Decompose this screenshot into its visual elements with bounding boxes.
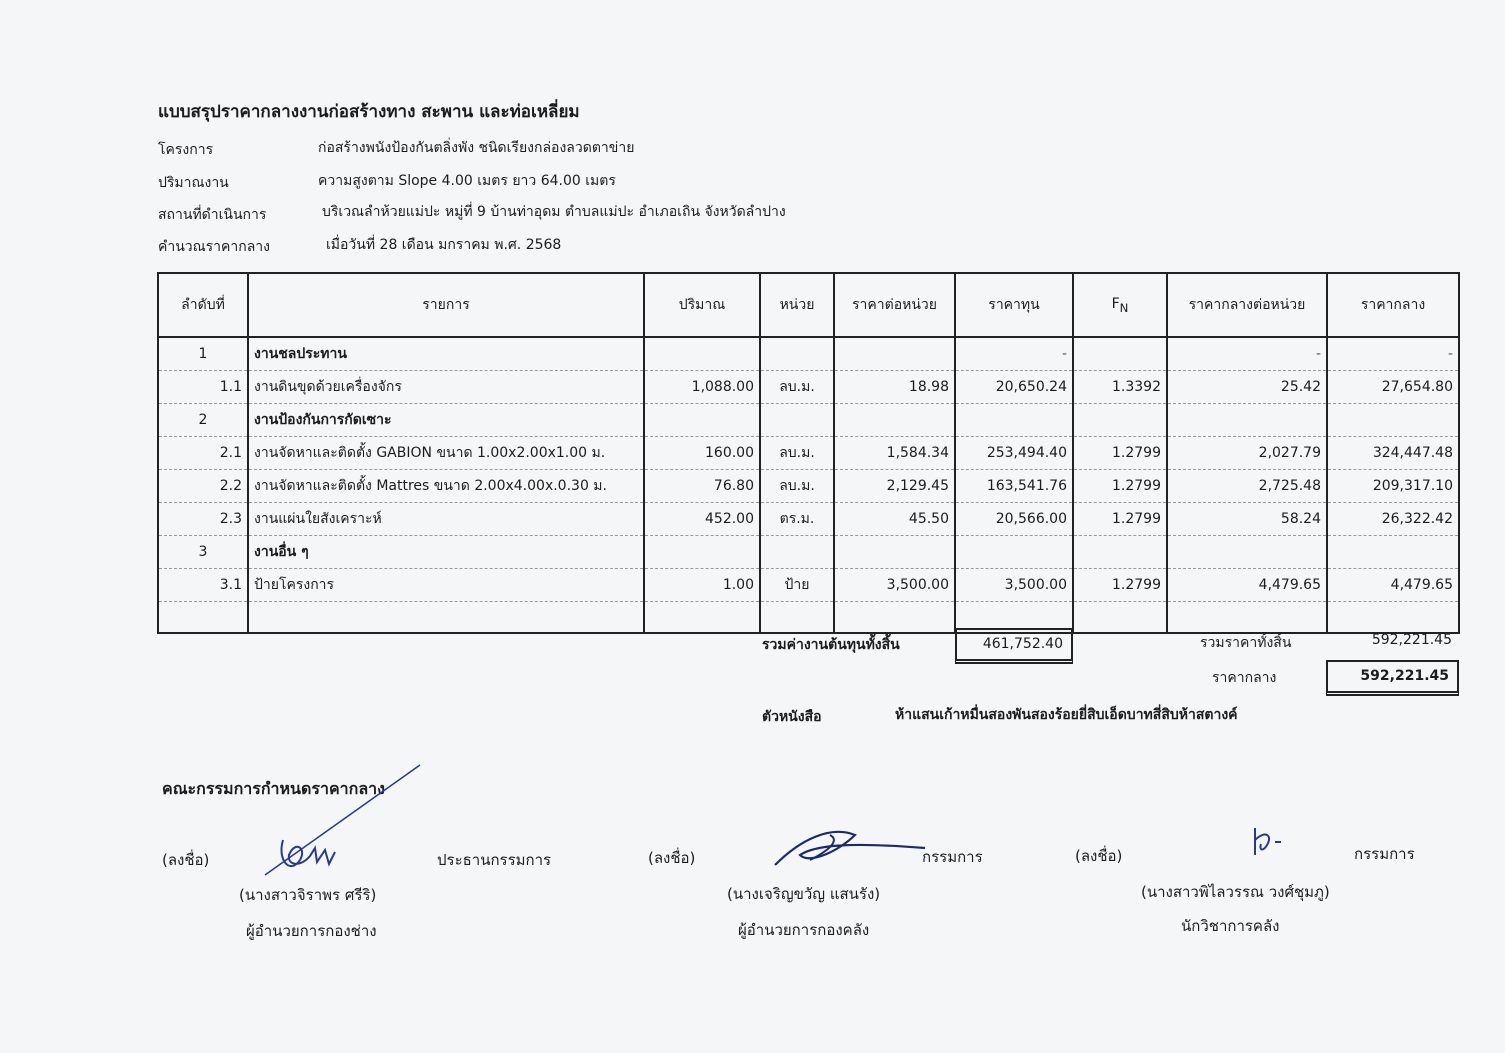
cell-unit-price bbox=[834, 404, 955, 437]
cell-median-price: 4,479.65 bbox=[1327, 569, 1459, 602]
cell-no: 1.1 bbox=[158, 371, 248, 404]
cell-fn: 1.2799 bbox=[1073, 569, 1167, 602]
cell-median-price bbox=[1327, 536, 1459, 569]
cell-fn bbox=[1073, 337, 1167, 371]
cell-fn: 1.3392 bbox=[1073, 371, 1167, 404]
cell-median-unit-price: 25.42 bbox=[1167, 371, 1327, 404]
cell-unit-price: 45.50 bbox=[834, 503, 955, 536]
member-2-position: ผู้อำนวยการกองคลัง bbox=[738, 921, 870, 939]
cell-quantity bbox=[644, 404, 760, 437]
committee-heading: คณะกรรมการกำหนดราคากลาง bbox=[162, 779, 385, 798]
location-value: บริเวณลำห้วยแม่ปะ หมู่ที่ 9 บ้านท่าอุดม ตำบลแม่ปะ อำเภอเถิน จังหวัดลำปาง bbox=[322, 204, 786, 220]
cell-fn: 1.2799 bbox=[1073, 470, 1167, 503]
header-unit-price: ราคาต่อหน่วย bbox=[834, 273, 955, 337]
cell-cost bbox=[955, 404, 1073, 437]
table-row bbox=[158, 371, 1459, 404]
table-row bbox=[158, 503, 1459, 536]
document-title: แบบสรุปราคากลางงานก่อสร้างทาง สะพาน และท่อเหลี่ยม bbox=[158, 102, 580, 122]
cell-cost: 20,650.24 bbox=[955, 371, 1073, 404]
signature-2 bbox=[770, 820, 930, 875]
cell-fn bbox=[1073, 404, 1167, 437]
calc-date-value: เมื่อวันที่ 28 เดือน มกราคม พ.ศ. 2568 bbox=[326, 237, 562, 253]
quantity-value: ความสูงตาม Slope 4.00 เมตร ยาว 64.00 เมตร bbox=[318, 173, 616, 189]
table-filler-row bbox=[158, 602, 1459, 634]
cell-median-unit-price: - bbox=[1167, 337, 1327, 371]
total-sum-value: 592,221.45 bbox=[1371, 632, 1452, 648]
header-median-price: ราคากลาง bbox=[1327, 273, 1459, 337]
median-price-value: 592,221.45 bbox=[1326, 660, 1459, 696]
signature-1 bbox=[255, 760, 430, 880]
cell-fn: 1.2799 bbox=[1073, 503, 1167, 536]
cell-quantity: 1,088.00 bbox=[644, 371, 760, 404]
cell-median-unit-price bbox=[1167, 536, 1327, 569]
table-header-row bbox=[158, 273, 1459, 337]
cell-no: 2 bbox=[158, 404, 248, 437]
quantity-label: ปริมาณงาน bbox=[158, 175, 229, 191]
cell-no: 2.1 bbox=[158, 437, 248, 470]
cell-unit: ป้าย bbox=[760, 569, 834, 602]
header-no: ลำดับที่ bbox=[158, 273, 248, 337]
cell-unit-price bbox=[834, 337, 955, 371]
calc-date-label: คำนวณราคากลาง bbox=[158, 239, 271, 255]
cell-description: งานดินขุดด้วยเครื่องจักร bbox=[248, 371, 644, 404]
cell-cost: 3,500.00 bbox=[955, 569, 1073, 602]
cell-description: งานจัดหาและติดตั้ง GABION ขนาด 1.00x2.00x1.00 ม. bbox=[248, 437, 644, 470]
cell-description: งานป้องกันการกัดเซาะ bbox=[248, 404, 644, 437]
sign-prefix-3: (ลงชื่อ) bbox=[1075, 847, 1123, 865]
cell-no: 1 bbox=[158, 337, 248, 371]
cell-unit: ลบ.ม. bbox=[760, 371, 834, 404]
cell-unit-price: 3,500.00 bbox=[834, 569, 955, 602]
median-price-label: ราคากลาง bbox=[1212, 670, 1277, 686]
amount-in-words-label: ตัวหนังสือ bbox=[762, 709, 822, 725]
header-median-unit-price: ราคากลางต่อหน่วย bbox=[1167, 273, 1327, 337]
cell-median-price: 324,447.48 bbox=[1327, 437, 1459, 470]
cell-no: 3 bbox=[158, 536, 248, 569]
cell-no: 2.3 bbox=[158, 503, 248, 536]
header-description: รายการ bbox=[248, 273, 644, 337]
total-sum-label: รวมราคาทั้งสิ้น bbox=[1200, 635, 1292, 651]
cell-median-price: 209,317.10 bbox=[1327, 470, 1459, 503]
project-label: โครงการ bbox=[158, 142, 214, 158]
cell-cost: - bbox=[955, 337, 1073, 371]
table-row bbox=[158, 404, 1459, 437]
cell-unit-price: 18.98 bbox=[834, 371, 955, 404]
member-2-role: กรรมการ bbox=[922, 848, 983, 866]
cell-unit bbox=[760, 404, 834, 437]
cell-description: งานจัดหาและติดตั้ง Mattres ขนาด 2.00x4.00x.0.30 ม. bbox=[248, 470, 644, 503]
cell-unit bbox=[760, 536, 834, 569]
signature-3 bbox=[1245, 820, 1290, 865]
cell-quantity: 160.00 bbox=[644, 437, 760, 470]
total-cost-label: รวมค่างานต้นทุนทั้งสิ้น bbox=[762, 637, 900, 653]
cell-description: งานอื่น ๆ bbox=[248, 536, 644, 569]
header-fn bbox=[1073, 273, 1167, 337]
cell-cost: 20,566.00 bbox=[955, 503, 1073, 536]
cell-median-unit-price bbox=[1167, 404, 1327, 437]
cell-median-price: 27,654.80 bbox=[1327, 371, 1459, 404]
cell-median-price bbox=[1327, 404, 1459, 437]
cell-unit-price bbox=[834, 536, 955, 569]
cell-cost: 253,494.40 bbox=[955, 437, 1073, 470]
header-cost: ราคาทุน bbox=[955, 273, 1073, 337]
cell-median-unit-price: 4,479.65 bbox=[1167, 569, 1327, 602]
cell-no: 2.2 bbox=[158, 470, 248, 503]
location-label: สถานที่ดำเนินการ bbox=[158, 207, 267, 223]
cell-description: งานแผ่นใยสังเคราะห์ bbox=[248, 503, 644, 536]
cell-quantity: 452.00 bbox=[644, 503, 760, 536]
cell-description: ป้ายโครงการ bbox=[248, 569, 644, 602]
member-3-role: กรรมการ bbox=[1354, 845, 1415, 863]
cell-cost: 163,541.76 bbox=[955, 470, 1073, 503]
cell-unit bbox=[760, 337, 834, 371]
member-3-name: (นางสาวพิไลวรรณ วงศ์ชุมภู) bbox=[1141, 883, 1330, 901]
table-row bbox=[158, 536, 1459, 569]
table-row bbox=[158, 569, 1459, 602]
table-row bbox=[158, 470, 1459, 503]
member-1-role: ประธานกรรมการ bbox=[437, 851, 552, 869]
member-1-name: (นางสาวจิราพร ศรีริ) bbox=[239, 886, 377, 904]
price-summary-table bbox=[157, 272, 1460, 634]
cell-fn: 1.2799 bbox=[1073, 437, 1167, 470]
header-quantity: ปริมาณ bbox=[644, 273, 760, 337]
cell-unit-price: 2,129.45 bbox=[834, 470, 955, 503]
cell-quantity: 76.80 bbox=[644, 470, 760, 503]
project-value: ก่อสร้างพนังป้องกันตลิ่งพัง ชนิดเรียงกล่องลวดตาข่าย bbox=[318, 140, 635, 156]
member-3-position: นักวิชาการคลัง bbox=[1181, 917, 1280, 935]
cell-fn bbox=[1073, 536, 1167, 569]
cell-median-unit-price: 2,725.48 bbox=[1167, 470, 1327, 503]
cell-median-price: 26,322.42 bbox=[1327, 503, 1459, 536]
table-row bbox=[158, 437, 1459, 470]
header-unit: หน่วย bbox=[760, 273, 834, 337]
cell-cost bbox=[955, 536, 1073, 569]
sign-prefix-1: (ลงชื่อ) bbox=[162, 851, 210, 869]
cell-unit-price: 1,584.34 bbox=[834, 437, 955, 470]
cell-description: งานชลประทาน bbox=[248, 337, 644, 371]
cell-median-unit-price: 2,027.79 bbox=[1167, 437, 1327, 470]
fn-sub: N bbox=[1119, 300, 1129, 315]
cell-unit: ลบ.ม. bbox=[760, 437, 834, 470]
cell-unit: ลบ.ม. bbox=[760, 470, 834, 503]
cell-unit: ตร.ม. bbox=[760, 503, 834, 536]
total-cost-value: 461,752.40 bbox=[955, 628, 1073, 664]
cell-quantity: 1.00 bbox=[644, 569, 760, 602]
cell-quantity bbox=[644, 536, 760, 569]
cell-median-price: - bbox=[1327, 337, 1459, 371]
cell-quantity bbox=[644, 337, 760, 371]
table-row bbox=[158, 337, 1459, 371]
member-1-position: ผู้อำนวยการกองช่าง bbox=[246, 922, 377, 940]
cell-median-unit-price: 58.24 bbox=[1167, 503, 1327, 536]
sign-prefix-2: (ลงชื่อ) bbox=[648, 849, 696, 867]
fn-main: F bbox=[1111, 295, 1120, 312]
amount-in-words-value: ห้าแสนเก้าหมื่นสองพันสองร้อยยี่สิบเอ็ดบาทสี่สิบห้าสตางค์ bbox=[895, 707, 1238, 723]
member-2-name: (นางเจริญขวัญ แสนรัง) bbox=[727, 885, 881, 903]
cell-no: 3.1 bbox=[158, 569, 248, 602]
